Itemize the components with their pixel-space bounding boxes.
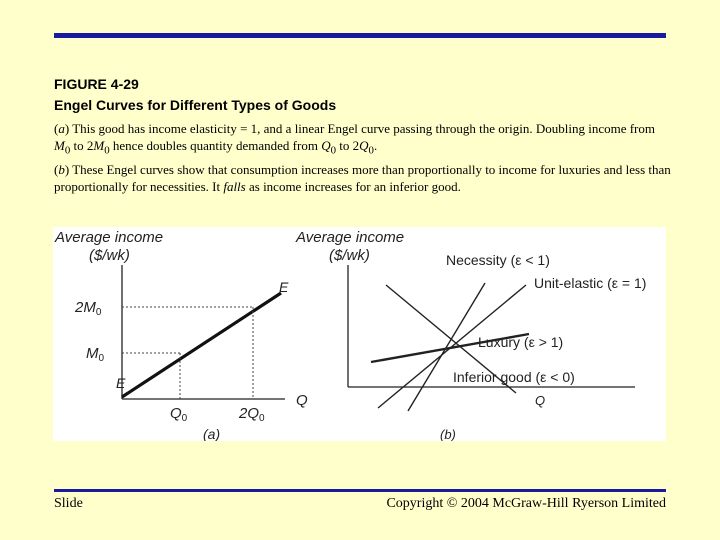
panel-a-y-label-1: Average income [55,229,164,246]
panel-b-y-label-2: ($/wk) [329,247,370,264]
caption-a: (a) This good has income elasticity = 1, and a linear Engel curve passing through the origin. Doubling income from $M_0$ to $2M_0$ hence doubles quantity demanded from $Q_0$ to $2Q_0$. [54,121,655,157]
caption-b: (b) These Engel curves show that consumption increases more than proportionally to income for luxuries and less than proportionally for necessities. It falls as income increases for an inferior good. [54,162,671,194]
panel-b [295,229,646,441]
panel-a [54,229,308,441]
tick-m0: $M_0$ [86,345,105,364]
tick-2m0: $2M_0$ [75,299,102,318]
panel-a-label: (a) [203,426,221,441]
figure-title: Engel Curves for Different Types of Goods [54,97,337,113]
engel-curves-figure [53,227,666,441]
engel-curve-a [122,293,281,397]
panel-b-label: (b) [440,427,456,441]
top-rule [54,33,666,38]
footer-slide: Slide [54,496,83,511]
label-unit-elastic: Unit-elastic (ε = 1) [534,275,647,291]
figure-number: FIGURE 4-29 [54,76,139,92]
panel-b-y-label-1: Average income [296,229,405,246]
curve-label-e-top: E [279,279,289,295]
label-inferior: Inferior good (ε < 0) [453,369,575,385]
panel-a-y-label-2: ($/wk) [89,247,130,264]
label-necessity: Necessity (ε < 1) [446,252,550,268]
panel-b-x-label: Q [535,393,546,408]
unit-elastic-curve [408,283,485,411]
footer-copyright: Copyright © 2004 McGraw-Hill Ryerson Limited [386,496,666,511]
panel-a-x-label: Q [296,392,308,409]
label-luxury: Luxury (ε > 1) [478,334,564,350]
engel-diagram [53,227,666,441]
tick-2q0: $2Q_0$ [239,405,265,424]
tick-q0: $Q_0$ [170,405,188,424]
bottom-rule [54,489,666,492]
curve-label-e-bottom: E [116,375,126,391]
